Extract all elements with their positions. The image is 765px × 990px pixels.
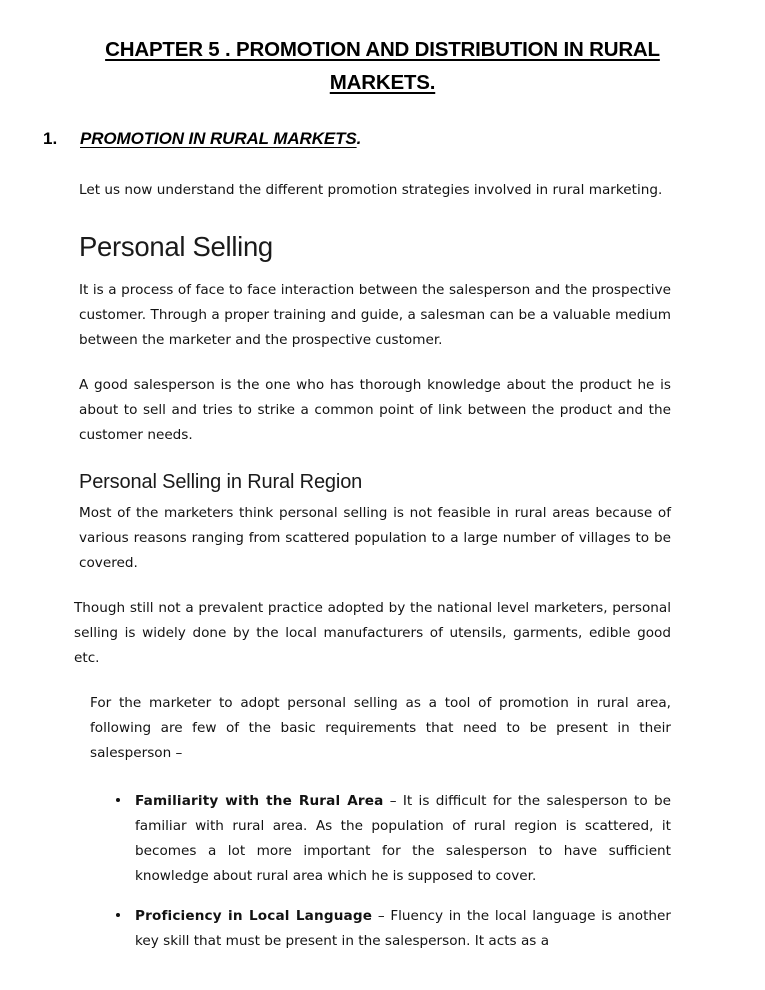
page-title-line-2: MARKETS.: [329, 71, 436, 94]
list-item: [135, 904, 671, 954]
paragraph-marketers-think: Most of the marketers think personal selling is not feasible in rural areas because of various reasons ranging from scattered population to a large number of villages to be covered.: [79, 505, 671, 571]
requirement-term: Proficiency in Local Language: [135, 908, 373, 924]
spacer: [0, 203, 765, 229]
spacer: [0, 353, 765, 373]
paragraph-requirements-intro: For the marketer to adopt personal selling as a tool of promotion in rural area, following are few of the basic requirements that need to be present in their salesperson –: [90, 695, 671, 761]
bullet-icon: [116, 798, 120, 802]
spacer: [0, 576, 765, 596]
requirements-list: [0, 789, 765, 954]
spacer: [0, 265, 765, 278]
heading-personal-selling: Personal Selling: [79, 231, 273, 262]
section-heading-1: [43, 129, 705, 149]
section-number: 1.: [43, 129, 58, 148]
page-title-line-1: CHAPTER 5 . PROMOTION AND DISTRIBUTION IN RURAL: [105, 38, 660, 61]
section-title-text: PROMOTION IN RURAL MARKETS: [80, 129, 357, 148]
heading-rural-region: Personal Selling in Rural Region: [79, 471, 363, 493]
spacer: [0, 448, 765, 468]
section-title: [80, 129, 361, 149]
paragraph-definition: It is a process of face to face interaction between the salesperson and the prospective customer. Through a proper training and guide, a salesman can be a valuable medium between the marketer and the prospective customer.: [79, 282, 671, 348]
spacer: [0, 766, 765, 789]
requirement-term: Familiarity with the Rural Area: [135, 793, 384, 809]
list-item: [135, 789, 671, 889]
document-body: [0, 178, 765, 954]
paragraph-though-still: Though still not a prevalent practice adopted by the national level marketers, personal selling is widely done by the local manufacturers of utensils, garments, edible good etc.: [74, 600, 671, 666]
requirement-description: – Fluency in the local language is another key skill that must be present in the salesperson. It acts as a: [135, 908, 671, 949]
bullet-icon: [116, 913, 120, 917]
requirement-description: – It is difficult for the salesperson to be familiar with rural area. As the population of rural region is scattered, it becomes a lot more important for the salesperson to have sufficient knowledge about rural area which he is supposed to cover.: [135, 793, 672, 884]
intro-paragraph: Let us now understand the different promotion strategies involved in rural marketing.: [79, 182, 663, 198]
section-title-period: .: [356, 129, 362, 148]
page-title: [0, 33, 765, 99]
paragraph-good-salesperson: A good salesperson is the one who has thorough knowledge about the product he is about to sell and tries to strike a common point of link between the product and the customer needs.: [79, 377, 671, 443]
spacer: [0, 671, 765, 691]
